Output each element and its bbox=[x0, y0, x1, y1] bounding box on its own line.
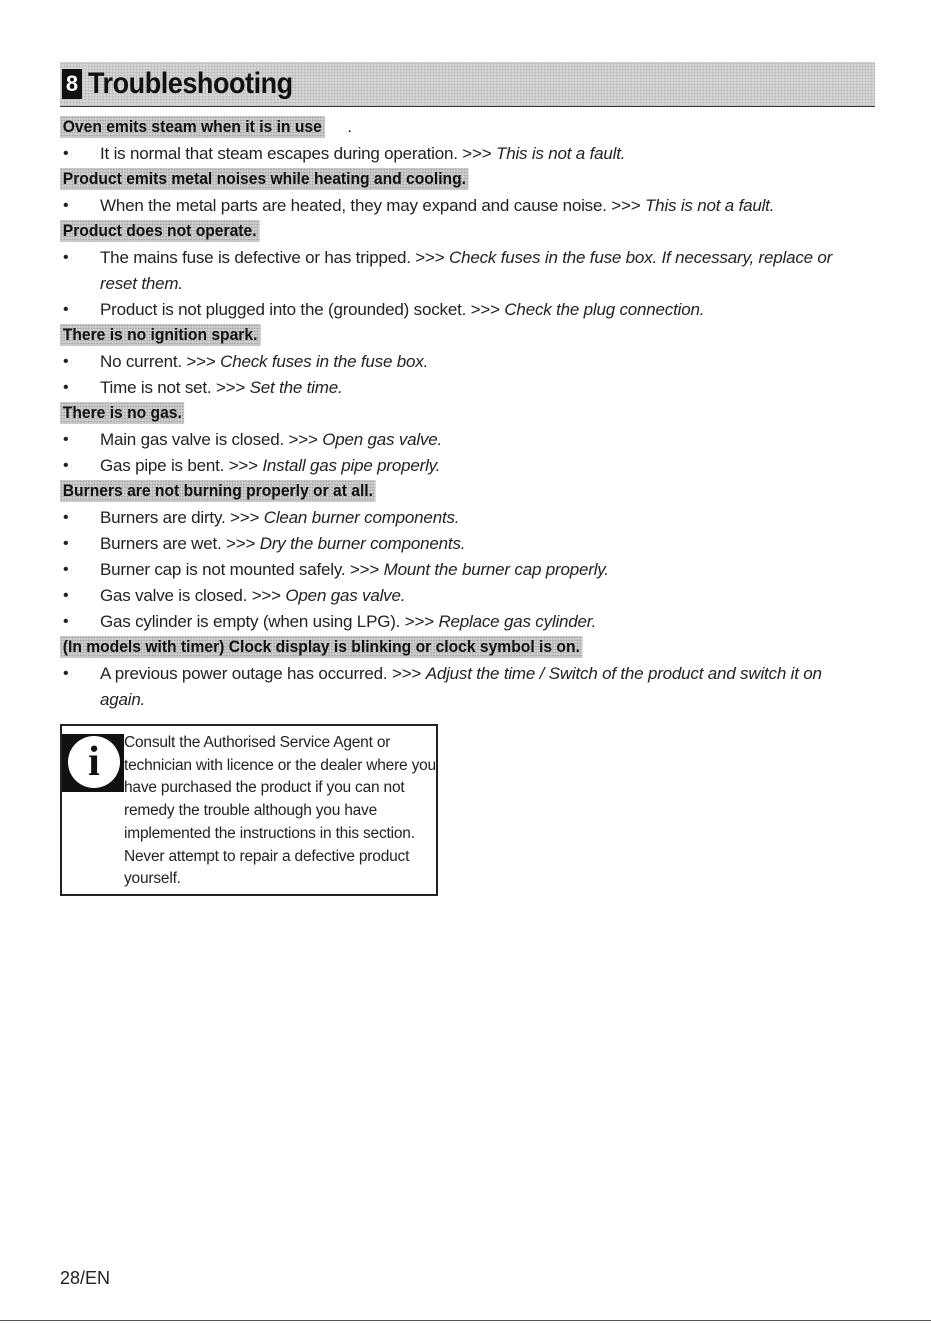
list-item bbox=[60, 557, 880, 583]
section-heading-text: Product does not operate. bbox=[60, 220, 259, 242]
section-heading bbox=[60, 219, 880, 245]
list-item bbox=[60, 297, 880, 323]
section-heading-text: Oven emits steam when it is in use bbox=[60, 116, 325, 138]
list-item bbox=[60, 141, 880, 167]
solution-text: Clean burner components. bbox=[263, 508, 460, 527]
section-heading bbox=[60, 635, 880, 661]
solution-text: Check fuses in the fuse box. bbox=[220, 352, 429, 371]
section-heading-text: Product emits metal noises while heating and cooling. bbox=[60, 168, 469, 190]
section-heading-text: There is no ignition spark. bbox=[60, 324, 260, 346]
troubleshooting-section bbox=[60, 635, 880, 713]
solution-text: Install gas pipe properly. bbox=[262, 456, 441, 475]
cause-text: When the metal parts are heated, they may expand and cause noise. >>> bbox=[100, 196, 645, 215]
list-item bbox=[60, 583, 880, 609]
solution-text: Open gas valve. bbox=[322, 430, 443, 449]
section-heading bbox=[60, 479, 880, 505]
solution-text: Set the time. bbox=[249, 378, 343, 397]
troubleshooting-section bbox=[60, 479, 880, 635]
cause-text: Burner cap is not mounted safely. >>> bbox=[100, 560, 384, 579]
troubleshooting-section bbox=[60, 323, 880, 401]
item-list bbox=[60, 193, 880, 219]
troubleshooting-section bbox=[60, 401, 880, 479]
cause-text: Gas pipe is bent. >>> bbox=[100, 456, 263, 475]
list-item bbox=[60, 193, 880, 219]
cause-text: Burners are wet. >>> bbox=[100, 534, 260, 553]
list-item bbox=[60, 453, 880, 479]
section-heading bbox=[60, 401, 880, 427]
solution-text: This is not a fault. bbox=[496, 144, 626, 163]
cause-text: Gas cylinder is empty (when using LPG). >>> bbox=[100, 612, 439, 631]
list-item bbox=[60, 349, 880, 375]
cause-text: Gas valve is closed. >>> bbox=[100, 586, 286, 605]
troubleshooting-section bbox=[60, 167, 880, 219]
info-note-box bbox=[60, 724, 438, 896]
item-list bbox=[60, 427, 880, 479]
bottom-divider bbox=[0, 1320, 931, 1321]
chapter-title-bar bbox=[60, 62, 875, 107]
list-item bbox=[60, 505, 880, 531]
solution-text: This is not a fault. bbox=[645, 196, 775, 215]
troubleshooting-content bbox=[60, 115, 880, 713]
troubleshooting-section bbox=[60, 115, 880, 167]
list-item bbox=[60, 531, 880, 557]
section-heading-suffix: . bbox=[347, 119, 352, 136]
solution-text: Check fuses in the fuse box. If necessary, replace or reset them. bbox=[100, 248, 833, 293]
section-heading bbox=[60, 167, 880, 193]
info-icon-letter: i bbox=[88, 739, 100, 785]
list-item bbox=[60, 609, 880, 635]
info-icon-circle bbox=[68, 736, 120, 788]
section-heading-text: There is no gas. bbox=[60, 402, 185, 424]
list-item bbox=[60, 427, 880, 453]
cause-text: Time is not set. >>> bbox=[100, 378, 250, 397]
item-list bbox=[60, 505, 880, 635]
solution-text: Dry the burner components. bbox=[259, 534, 466, 553]
info-icon bbox=[62, 734, 124, 792]
section-heading bbox=[60, 115, 880, 141]
chapter-number: 8 bbox=[62, 69, 82, 99]
item-list bbox=[60, 661, 880, 713]
cause-text: No current. >>> bbox=[100, 352, 221, 371]
cause-text: The mains fuse is defective or has tripped. >>> bbox=[100, 248, 450, 267]
cause-text: Main gas valve is closed. >>> bbox=[100, 430, 323, 449]
solution-text: Replace gas cylinder. bbox=[438, 612, 597, 631]
note-text: Consult the Authorised Service Agent or technician with licence or the dealer where you have purchased the product if you can not remedy the trouble although you have implemented the instructions in this section. Never attempt to repair a defective product yourself. bbox=[124, 734, 436, 888]
section-heading bbox=[60, 323, 880, 349]
solution-text: Mount the burner cap properly. bbox=[383, 560, 609, 579]
list-item bbox=[60, 245, 880, 297]
cause-text: Product is not plugged into the (grounded) socket. >>> bbox=[100, 300, 505, 319]
list-item bbox=[60, 661, 880, 713]
solution-text: Adjust the time / Switch of the product and switch it on again. bbox=[100, 664, 822, 709]
solution-text: Open gas valve. bbox=[285, 586, 406, 605]
section-heading-text: (In models with timer) Clock display is blinking or clock symbol is on. bbox=[60, 636, 583, 658]
item-list bbox=[60, 349, 880, 401]
section-heading-text: Burners are not burning properly or at all. bbox=[60, 480, 376, 502]
page-number: 28/EN bbox=[60, 1268, 111, 1288]
cause-text: It is normal that steam escapes during operation. >>> bbox=[100, 144, 497, 163]
list-item bbox=[60, 375, 880, 401]
troubleshooting-section bbox=[60, 219, 880, 323]
item-list bbox=[60, 141, 880, 167]
cause-text: A previous power outage has occurred. >>> bbox=[100, 664, 426, 683]
solution-text: Check the plug connection. bbox=[504, 300, 705, 319]
cause-text: Burners are dirty. >>> bbox=[100, 508, 264, 527]
item-list bbox=[60, 245, 880, 323]
page-title: Troubleshooting bbox=[88, 67, 293, 100]
